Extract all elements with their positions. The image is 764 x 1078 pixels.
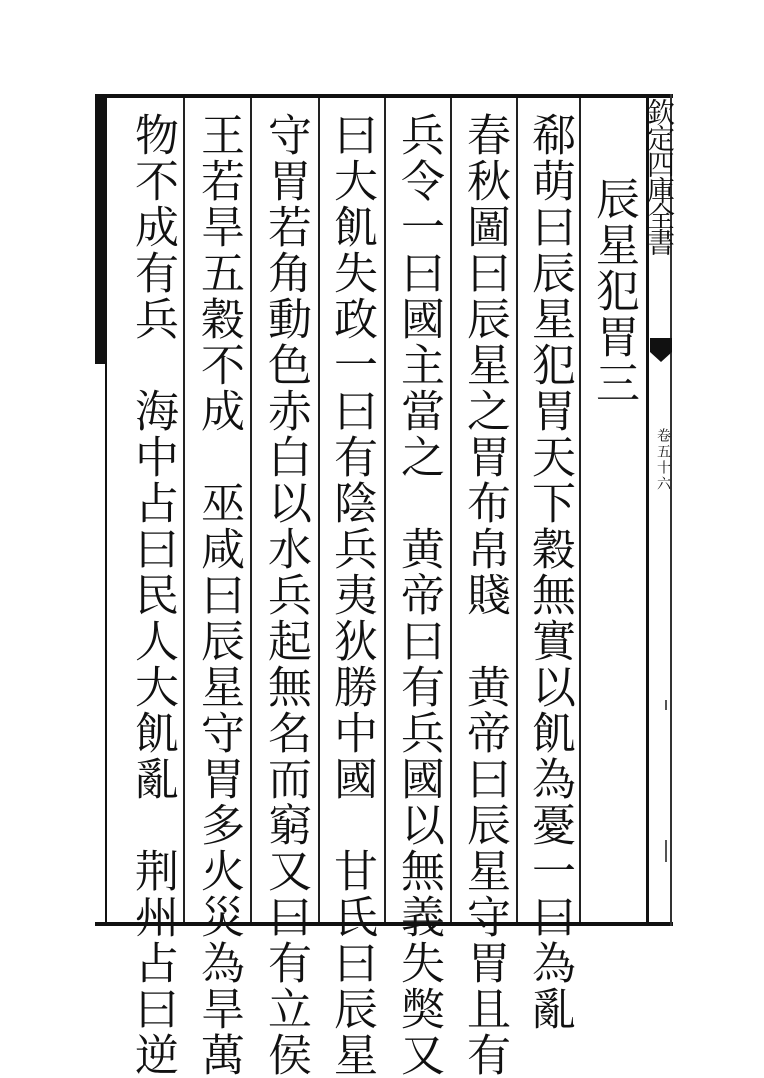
- column-rule: [384, 98, 386, 922]
- column-rule: [318, 98, 320, 922]
- column-rule: [183, 98, 185, 922]
- text-column-4: 曰大飢失政一曰有陰兵夷狄勝中國 甘氏曰辰星: [326, 112, 377, 1078]
- text-column-7: 物不成有兵 海中占曰民人大飢亂 荆州占曰逆: [127, 112, 178, 1078]
- text-column-6: 王若旱五穀不成 巫咸曰辰星守胃多火災為旱萬: [193, 112, 244, 1078]
- fish-tail-mark: [650, 338, 672, 368]
- frame-left-rule: [105, 94, 107, 926]
- edge-mark: [665, 840, 667, 862]
- column-rule: [516, 98, 518, 922]
- column-rule: [450, 98, 452, 922]
- text-column-1: 郗萌曰辰星犯胃天下穀無實以飢為憂一曰為亂: [524, 112, 575, 1032]
- edge-mark: [665, 700, 667, 710]
- margin-volume-number: 卷五十六: [655, 428, 671, 492]
- column-rule: [579, 98, 581, 922]
- frame-left-border: [95, 94, 105, 364]
- column-rule: [250, 98, 252, 922]
- margin-book-title: 欽定四庫全書: [643, 98, 676, 254]
- text-column-5: 守胃若角動色赤白以水兵起無名而窮又曰有立侯: [260, 112, 311, 1078]
- text-column-2: 春秋圖曰辰星之胃布帛賤 黄帝曰辰星守胃且有: [459, 112, 510, 1078]
- text-column-3: 兵令一曰國主當之 黄帝曰有兵國以無義失獘又: [393, 112, 444, 1078]
- frame-bottom-border: [95, 922, 673, 926]
- section-heading: 辰星犯胃三: [588, 176, 639, 406]
